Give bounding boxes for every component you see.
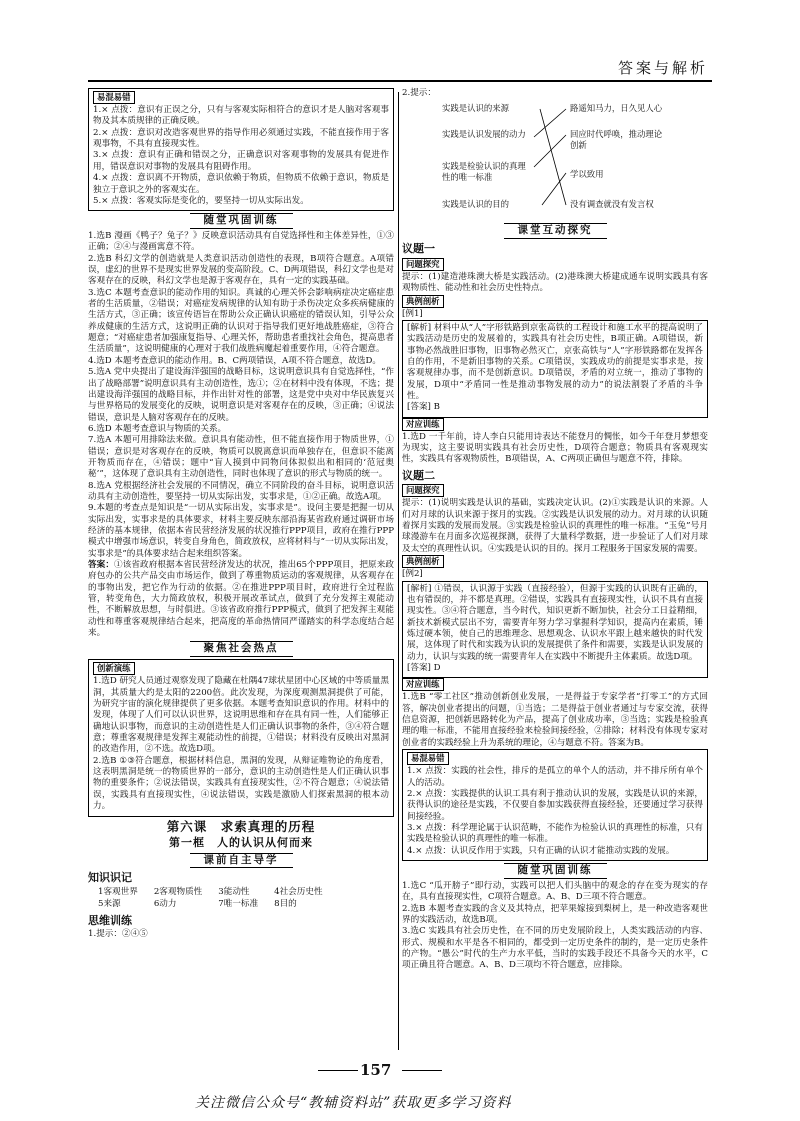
section-title: 随堂巩固训练	[402, 863, 708, 879]
section-title: 课堂互动探究	[402, 223, 708, 239]
keyword: 1客观世界	[98, 886, 138, 897]
diagram-right-node: 回应时代呼唤，推动理论创新	[570, 129, 663, 150]
tishi-label: 2.提示：	[402, 88, 436, 98]
keyword: 5来源	[98, 899, 121, 910]
yihun-tag: 易混易错	[93, 91, 135, 104]
page-header	[88, 58, 712, 82]
yihun-item: 2.× 点拨：实践提供的认识工具有利于推动认识的发展，实践是认识的来源，获得认识的途径是实践，不仅要自参加实践获得直接经验，还要通过学习获得间接经验。	[407, 788, 703, 822]
diagram-left-node: 实践是认识的目的	[442, 199, 509, 210]
section-title: 随堂巩固训练	[88, 213, 394, 229]
keyword: 7唯一标准	[218, 899, 259, 910]
yihun-item: 1.× 点拨：意识有正误之分，只有与客观实际相符合的意识才是人脑对客观事物及其本质规律的正确反映。	[93, 105, 389, 127]
page-number-rule-left	[318, 1070, 358, 1071]
keyword: 2客观物质性	[153, 886, 203, 897]
keyword: 8目的	[274, 899, 297, 910]
wenti-tag: 问题探究	[402, 258, 444, 271]
zhishi-label: 知识识记	[88, 871, 132, 885]
answer-item: 1.选C “瓜开膀子”即行动，实践可以把人们头脑中的观念的存在变为现实的存在，具有直接现实性，C项符合题意。A、B、D三项不符合题意。	[402, 880, 708, 903]
diagram-right-node: 路遥知马力，日久见人心	[570, 103, 663, 114]
answer-item: 6.选D 本题考查意识与物质的关系。	[88, 423, 227, 434]
duiying2-text: 1.选B “零工社区”推动创新创业发展，一是得益于专家学者“打零工”的方式回答，解决创业者提出的问题，①当选；二是得益于创业者通过与专家交流，获得信息资源，把创新思路转化为产品，提高了创业成功率，③当选；实践是检验真理的唯一标准，不能用直接经验来检验间接经验，②排除；材料没有体现专家对创业者的实践经验上升为系统的理论，④与题意不符。答案为B。	[402, 692, 708, 748]
yihun-box-right	[402, 749, 708, 861]
diagram-connector	[534, 109, 566, 137]
chuangxin-text: 2.选B ①③符合题意，根据材料信息，黑洞的发现，从辩证唯物论的角度看，这表明黑洞是统一的物质世界的一部分，意识的主动创造性是人们正确认识事物的重要条件；②说法错误，实践具有直接现实性，②不符合题意；④说法错误，实践具有直接现实性，④说法错误，实践是激励人们探索黑洞的根本动力。	[93, 755, 389, 812]
answer-item: 4.选D 本题考查意识的能动作用。B、C两项错误，A项不符合题意，故选D。	[88, 355, 382, 366]
left-column	[88, 88, 394, 940]
page-number-rule-right	[402, 1070, 442, 1071]
column-divider	[398, 92, 399, 1050]
diagram-left-node: 实践是认识发展的动力	[442, 129, 526, 140]
example2-answer: [答案] D	[407, 662, 441, 673]
dianli-tag: 典例剖析	[402, 555, 444, 568]
chuangxin-box	[88, 659, 394, 816]
diagram-left-node: 实践是检验认识的真理性的唯一标准	[442, 161, 526, 182]
example1-text: [解析] 材料中从“人”字形铁路到京张高铁的工程设计和施工水平的提高说明了实践活动是历史的发展着的，实践具有社会历史性，B项正确。A项错误，新事物必然战胜旧事物，旧事物必然灭亡，京张高铁与“人”字形铁路都在发挥各自的作用，不是新旧事物的关系。C项错误，实践成功的前提是实事求是，按客观规律办事，而不是创新意识。D项错误，矛盾的对立统一，推动了事物的发展，D项中“矛盾同一性是推动事物发展的动力”的说法割裂了矛盾的斗争性。	[407, 322, 703, 401]
yihun-item: 1.× 点拨：实践的社会性，排斥的是孤立的单个人的活动，并不排斥所有单个人的活动。	[407, 766, 703, 788]
yiti2-text: 提示：(1)说明实践是认识的基础，实践决定认识。(2)①实践是认识的来源。人们对月球的认识来源于探月的实践。②实践是认识发展的动力。对月球的认识随着探月实践的发展而发展。③实践是检验认识的真理性的唯一标准。“玉兔”号月球漫游车在月面多次巡视探测，获得了大量科学数据，进一步验证了人们对月球及太空的真理性认识。④实践是认识的目的。探月工程服务于国家发展的需要。	[402, 498, 708, 554]
yiti1-text: 提示：(1)建造港珠澳大桥是实践活动。(2)港珠澳大桥建成通车说明实践具有客观物质性、能动性和社会历史性特点。	[402, 271, 708, 294]
answer-item: 8.选A 党根据经济社会发展的不同情况，确立不同阶段的奋斗目标，说明意识活动具有主动创造性，要坚持一切从实际出发，实事求是，①②正确。故选A项。	[88, 480, 394, 502]
diagram-left-node: 实践是认识的来源	[442, 103, 509, 114]
keyword: 6动力	[153, 899, 177, 910]
chuangxin-text: 1.选D 研究人员通过观察发现了隐藏在杜隅47球状星团中心区域的中等质量黑洞，其质量大约是太阳的2200倍。此次发现，为深度观测黑洞提供了可能，为研究宇宙的演化规律提供了更多依据。本题考查知识意识的作用。材料中的发现，体现了人们可以认识世界，这说明思维和存在具有同一性，人们能够正确地认识事物，而意识的主动创造性是人们正确认识事物的条件，③④符合题意；尊重客观规律是发挥主观能动性的前提，①错误；材料没有反映出对黑洞的改造作用，②不选。故选D项。	[93, 676, 389, 755]
duiying-tag: 对应训练	[402, 418, 444, 431]
answer-item: 1.选B 漫画《鸭子？兔子？》反映意识活动具有自觉选择性和主体差异性，①③正确；②④与漫画寓意不符。	[88, 231, 394, 253]
header-title: 答案与解析	[617, 59, 708, 77]
example-label: [例2]	[402, 569, 423, 580]
answer-item: 5.选A 党中央提出了建设海洋强国的战略目标，这说明意识具有自觉选择性，“作出了战略部署”说明意识具有主动创造性，选①；②在材料中没有体现，不选；提出建设海洋强国的战略目标，并作出针对性的部署，这是党中央对中华民族复兴与世界格局的发展变化的反映，说明意识是对客观存在的反映，③正确；④说法错误，意识是人脑对客观存在的反映。	[88, 367, 394, 423]
chuangxin-tag: 创新演练	[93, 662, 135, 675]
keyword-grid	[88, 887, 394, 911]
example1-box	[402, 320, 708, 418]
yiti1-title: 议题一	[402, 242, 435, 256]
example2-text: [解析] ①错误，认识源于实践（直接经验），但源于实践的认识既有正确的，也有错误的，并不都是真理。②错误，实践具有直接现实性，认识不具有直接现实性。③④符合题意，当今时代，知识更新不断加快，社会分工日益精细，新技术新模式层出不穷，需要青年努力学习掌握科学知识，提高内在素质，锤炼过硬本领，使自己的思维理念、思想观念、认识水平跟上越来越快的时代发展，这体现了时代和实践为认识的发展提供了条件和需要，实践是认识发展的动力，认识与实践的统一需要青年人在实践中不断提升主体素质。故选D项。	[407, 583, 703, 662]
answer-item: 2.选B 本题考查实践的含义及其特点，把苹果嫁接到梨树上，是一种改造客观世界的实践活动，故选B项。	[402, 903, 708, 925]
wenti-tag: 问题探究	[402, 484, 444, 497]
duiying-tag: 对应训练	[402, 678, 444, 691]
yihun-item: 2.× 点拨：意识对改造客观世界的指导作用必须通过实践，不能直接作用于客观事物，不具有直接现实性。	[93, 127, 389, 150]
answer-item: 3.选C 实践具有社会历史性，在不同的历史发展阶段上，人类实践活动的内容、形式、规模和水平是各不相同的，都受到一定历史条件的制约，是一定历史条件的产物。“愚公”时代的生产力水平低，当时的实践手段还不具备今天的水平，C项正确且符合题意。A、B、D三项均不符合题意，应排除。	[402, 926, 708, 971]
yiti2-title: 议题二	[402, 468, 435, 482]
yihun-item: 3.× 点拨：科学理论属于认识范畴，不能作为检验认识的真理性的标准，只有实践是检验认识的真理性的唯一标准。	[407, 822, 703, 845]
answer-paragraph: 答案：①该省政府根据本省民营经济发达的状况，推出65个PPP项目，把原来政府包办的公共产品交由市场运作，做到了尊重物质运动的客观规律，从客观存在的事物出发，把它作为行动的依据。②在推进PPP项目时，政府进行全过程监管，转变角色，大力简政放权，积极开展改革试点，做到了充分发挥主观能动性，不断解放思想，与时俱进。③该省政府推行PPP模式，做到了把发挥主观能动性和尊重客观规律结合起来，把高度的革命热情同严谨踏实的科学态度结合起来。	[88, 560, 394, 639]
yihun-item: 5.× 点拨：客观实际是变化的，要坚持一切从实际出发。	[93, 195, 309, 206]
diagram-connector	[542, 173, 566, 205]
example2-box	[402, 581, 708, 679]
siwei-item: 1.提示：②④⑤	[88, 929, 148, 940]
keyword: 4社会历史性	[274, 886, 323, 897]
yihun-item: 3.× 点拨：意识有正确和错误之分，正确意识对客观事物的发展具有促进作用，错误意识对事物的发展具有阻碍作用。	[93, 150, 389, 172]
section-title: 课前自主导学	[88, 853, 394, 869]
frame-title: 第一框 人的认识从何而来	[169, 836, 313, 849]
yihun-item: 4.× 点拨：认识反作用于实践，只有正确的认识才能推动实践的发展。	[407, 845, 675, 856]
answer-item: 2.选B 科幻文学的创造就是人类意识活动创造性的表现，B项符合题意。A项错误，虚幻的世界不是现实世界发展的变高阶段。C、D两项错误，科幻文学也是对客观存在的反映，科幻文学也是源于客观存在，具有一定的实践基础。	[88, 253, 394, 287]
siwei-label: 思维训练	[88, 913, 132, 927]
section-title: 聚焦社会热点	[88, 641, 394, 657]
diagram-lines	[402, 101, 708, 219]
answer-item: 3.选C 本题考查意识的能动作用的知识。真诚的心理关怀会影响病症决定癌症患者的生活质量，②错误；对癌症发病规律的认知有助于杀伤决定众多疾病健康的生活方式，③正确；该宣传语旨在帮助公众正确认识癌症的错误认知，引导公众养成健康的生活方式，这说明正确的认识对于指导我们更好地战胜癌症，③符合题意；“对癌症患者加强康复指导、心理关怀，帮助患者重找社会角色，提高患者生活质量”，这说明健康的心理对于我们战胜病魔起着重要作用，④符合题意。	[88, 287, 394, 355]
answer-item: 9.本题的考查点是知识是“一切从实际出发，实事求是”。设问主要是把握一切从实际出发，实事求是的具体要求，材料主要反映东部沿海某省政府通过调研市场经济的基本规律，依据本省民营经济发展的状况推行PPP项目，政府在推行PPP模式中增强市场意识，转变自身角色，简政放权，应将材料与“一切从实际出发，实事求是”的具体要求结合起来组织答案。	[88, 503, 394, 559]
page-number: 157	[360, 1061, 392, 1079]
diagram-right-node: 学以致用	[570, 169, 604, 180]
footer-note: 关注微信公众号“教辅资料站”获取更多学习资料	[195, 1095, 512, 1111]
yihun-item: 4.× 点拨：意识离不开物质，意识依赖于物质，但物质不依赖于意识，物质是独立于意识之外的客观实在。	[93, 173, 389, 195]
example-label: [例1]	[402, 308, 423, 319]
keyword: 3能动性	[218, 886, 250, 897]
matching-diagram	[402, 101, 708, 219]
diagram-connector	[534, 135, 566, 167]
example1-answer: [答案] B	[407, 402, 440, 413]
diagram-right-node: 没有调查就没有发言权	[570, 199, 654, 210]
answer-item: 7.选A 本题可用排除法来做。意识具有能动性，但不能直接作用于物质世界，①错误；意识是对客观存在的反映，物质可以脱离意识而单独存在，但意识不能离开物质而存在，④错误；题中“盲人摸到中同物问体拟似出和相同的‘范冠奥秘’”，这体现了意识具有主动创造性，同时也体现了意识的形式与物质的统一。	[88, 435, 394, 480]
yihun-box	[88, 88, 394, 211]
duiying1-text: 1.选D 一千年前，诗人李白只能用诗表达不能登月的惆怅，如今千年登月梦想变为现实，这主要说明实践具有社会历史性，D项符合题意；物质具有客观现实性，实践具有客观物质性，B项错误，A、C两项正确但与题意不符，排除。	[402, 431, 708, 465]
right-column	[402, 88, 708, 972]
dianli-tag: 典例剖析	[402, 295, 444, 308]
yihun-tag: 易混易错	[407, 752, 449, 765]
lesson-title: 第六课 求索真理的历程	[166, 818, 316, 834]
